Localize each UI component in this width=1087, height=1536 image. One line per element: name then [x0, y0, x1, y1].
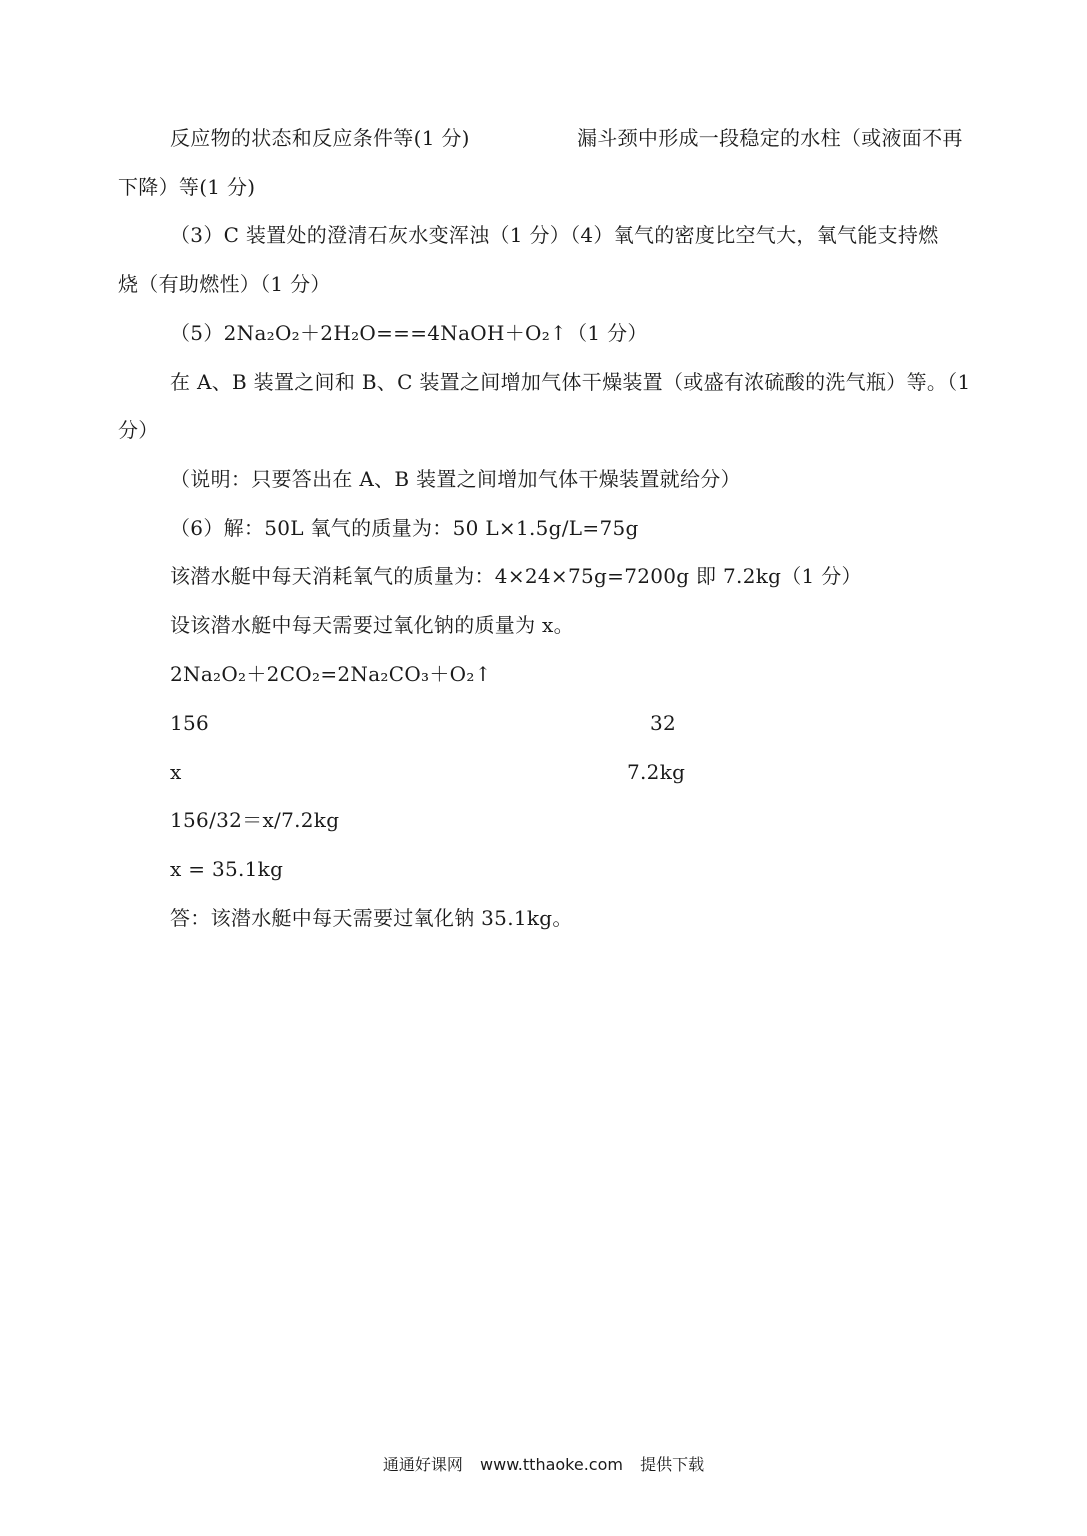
footer-tagline: 提供下载 [640, 1455, 705, 1474]
final-answer: 答：该潜水艇中每天需要过氧化钠 35.1kg。 [170, 906, 573, 930]
answer-line-11: 设该潜水艇中每天需要过氧化钠的质量为 x。 [170, 613, 574, 637]
chemical-equation: 2Na₂O₂＋2CO₂=2Na₂CO₃＋O₂↑ [170, 662, 492, 686]
answer-note: （说明：只要答出在 A、B 装置之间增加气体干燥装置就给分） [170, 467, 741, 491]
solution-x: x = 35.1kg [170, 857, 284, 881]
footer-url[interactable]: www.tthaoke.com [480, 1455, 623, 1474]
answer-line-5: （5）2Na₂O₂＋2H₂O===4NaOH＋O₂↑（1 分） [170, 321, 648, 345]
answer-line-4: 烧（有助燃性）（1 分） [118, 272, 331, 296]
answer-line-6: 在 A、B 装置之间和 B、C 装置之间增加气体干燥装置（或盛有浓硫酸的洗气瓶）等。（1 [170, 370, 971, 394]
oxygen-mass: 7.2kg [627, 760, 686, 784]
molar-mass-o2: 32 [650, 711, 677, 735]
answer-line-9: （6）解：50L 氧气的质量为：50 L×1.5g/L=75g [170, 516, 639, 540]
answer-line-3: （3）C 装置处的澄清石灰水变浑浊（1 分）（4）氧气的密度比空气大，氧气能支持燃 [170, 223, 939, 247]
answer-line-1a: 反应物的状态和反应条件等(1 分) [170, 126, 470, 150]
answer-line-10: 该潜水艇中每天消耗氧气的质量为：4×24×75g=7200g 即 7.2kg（1 分） [170, 564, 862, 588]
proportion-equation: 156/32＝x/7.2kg [170, 808, 340, 832]
footer-site-name: 通通好课网 [382, 1455, 463, 1474]
answer-line-1b: 漏斗颈中形成一段稳定的水柱（或液面不再 [577, 126, 963, 150]
page-footer [0, 1454, 1087, 1476]
unknown-x: x [170, 760, 182, 784]
molar-mass-na2o2: 156 [170, 711, 210, 735]
answer-line-2: 下降）等(1 分) [118, 175, 256, 199]
answer-line-7: 分） [118, 418, 159, 442]
